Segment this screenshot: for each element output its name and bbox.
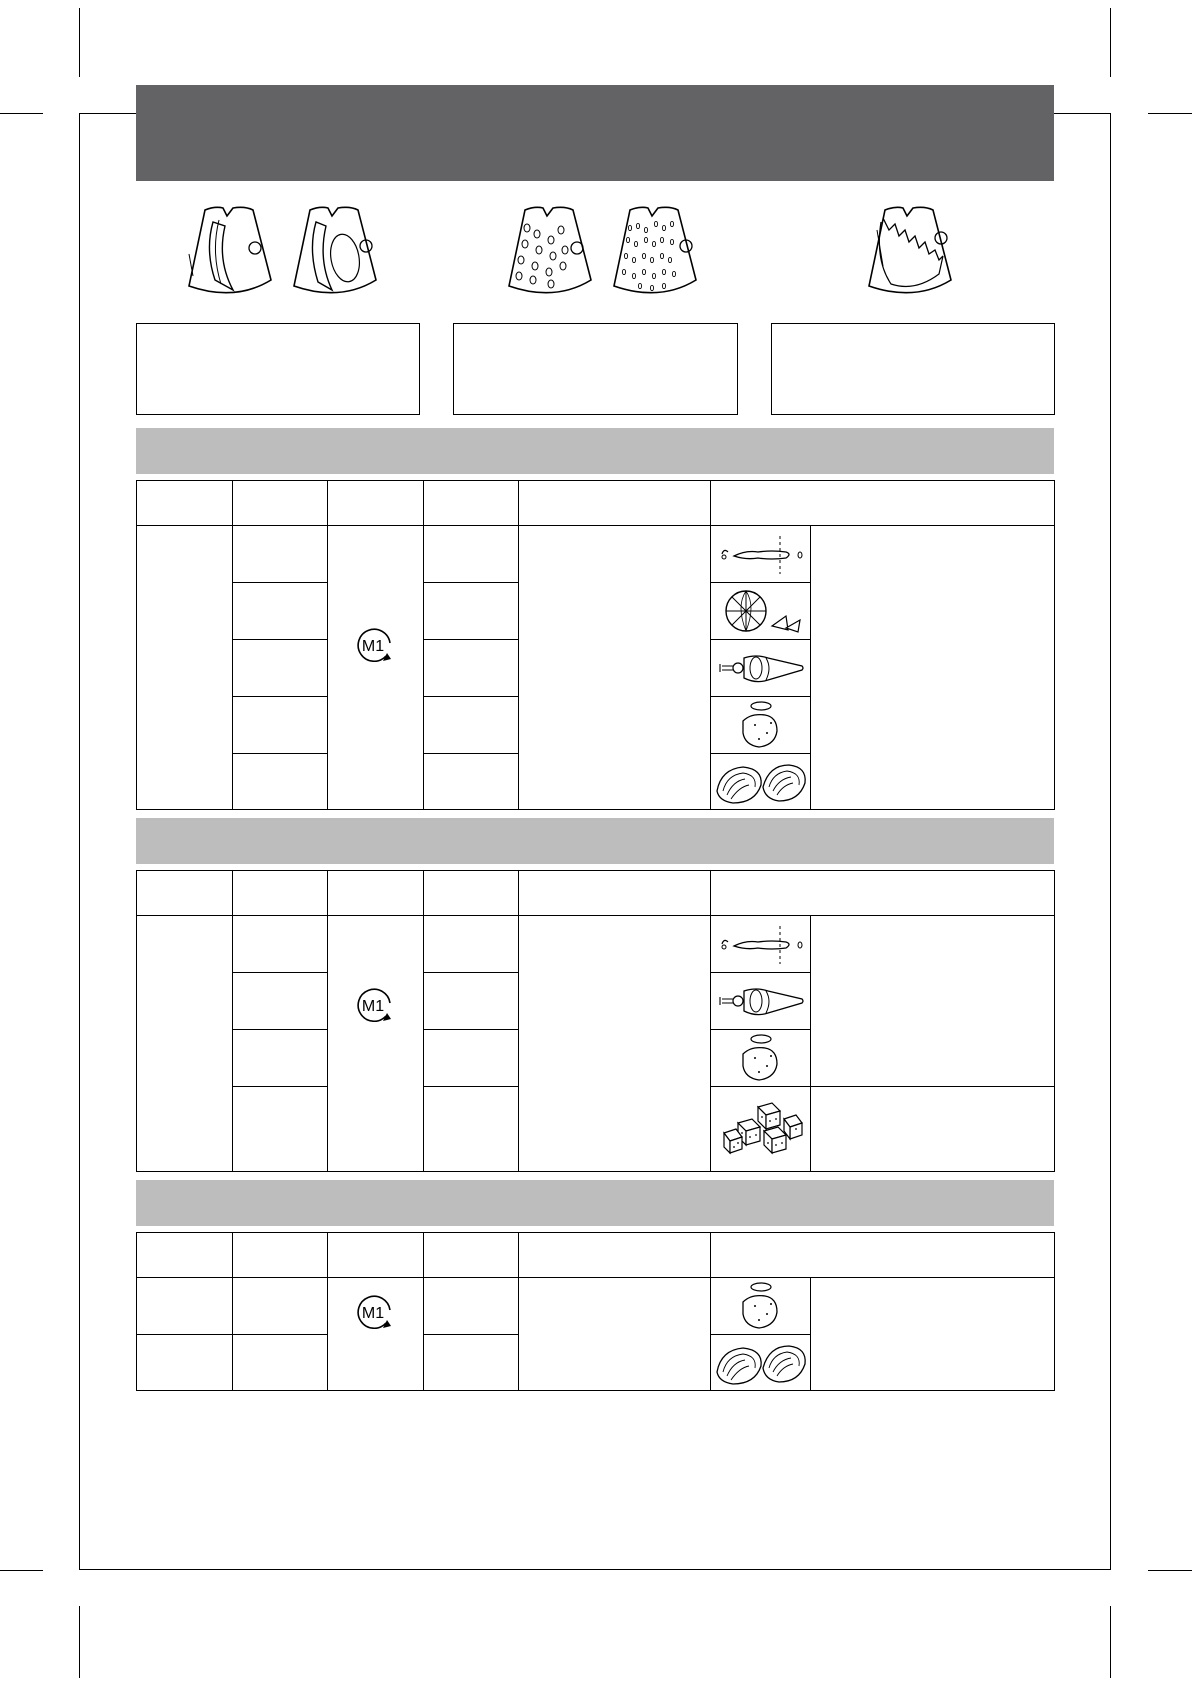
food-icon-cell bbox=[710, 972, 811, 1030]
fine-grater-disc-icon bbox=[600, 200, 710, 300]
instructions-cell bbox=[518, 915, 711, 1172]
table-cell bbox=[423, 582, 519, 640]
food-icon-cell bbox=[710, 696, 811, 754]
wavy-slicer-disc-icon bbox=[855, 200, 965, 300]
table-cell bbox=[423, 525, 519, 583]
crop-mark bbox=[1110, 8, 1111, 77]
disc-label-box-slicing bbox=[136, 323, 420, 415]
table-header-cell bbox=[232, 480, 328, 526]
section-band-1 bbox=[136, 428, 1054, 474]
m1-speed-label: M1 bbox=[361, 998, 385, 1015]
table-cell bbox=[232, 972, 328, 1030]
table-header-cell bbox=[518, 870, 711, 916]
table-cell bbox=[423, 753, 519, 810]
cabbage-icon bbox=[713, 1338, 809, 1388]
table-header-cell bbox=[518, 1232, 711, 1278]
table-cell bbox=[423, 1277, 519, 1335]
table-cell bbox=[232, 1086, 328, 1172]
coarse-grater-disc-icon bbox=[495, 200, 605, 300]
speed-cell bbox=[327, 525, 424, 810]
m1-speed-icon bbox=[353, 985, 399, 1025]
food-icon-cell bbox=[710, 525, 811, 583]
m1-speed-label: M1 bbox=[361, 638, 385, 655]
table-cell bbox=[232, 753, 328, 810]
food-icon-cell bbox=[710, 1086, 811, 1172]
table-cell bbox=[423, 1334, 519, 1391]
table-cell bbox=[423, 915, 519, 973]
potato-icon bbox=[731, 1032, 791, 1084]
notes-cell bbox=[810, 915, 1055, 1087]
table-header-cell bbox=[232, 1232, 328, 1278]
food-icon-cell bbox=[710, 639, 811, 697]
onion-icon bbox=[716, 586, 806, 636]
section-band-2 bbox=[136, 818, 1054, 864]
table-cell bbox=[423, 1029, 519, 1087]
table-header-cell bbox=[327, 870, 424, 916]
food-type-cell bbox=[136, 915, 233, 1172]
table-cell bbox=[232, 639, 328, 697]
table-header-cell bbox=[232, 870, 328, 916]
cucumber-icon bbox=[716, 530, 806, 578]
table-header-cell bbox=[710, 480, 1055, 526]
slicer-disc-thick-icon bbox=[280, 200, 390, 300]
food-icon-cell bbox=[710, 1029, 811, 1087]
speed-cell bbox=[327, 915, 424, 1172]
disc-label-box-grating bbox=[453, 323, 738, 415]
carrot-icon bbox=[716, 644, 806, 692]
table-cell bbox=[232, 582, 328, 640]
food-type-cell bbox=[136, 525, 233, 810]
table-cell bbox=[232, 1029, 328, 1087]
food-icon-cell bbox=[710, 582, 811, 640]
slicer-disc-thin-icon bbox=[175, 200, 285, 300]
crop-mark bbox=[1110, 1606, 1111, 1678]
table-cell bbox=[423, 1086, 519, 1172]
table-cell bbox=[232, 1334, 328, 1391]
crop-mark bbox=[79, 8, 80, 77]
table-header-cell bbox=[327, 480, 424, 526]
m1-speed-label: M1 bbox=[361, 1305, 385, 1322]
table-cell bbox=[232, 1277, 328, 1335]
notes-cell bbox=[810, 525, 1055, 810]
food-icon-cell bbox=[710, 753, 811, 810]
notes-cell bbox=[810, 1277, 1055, 1391]
cucumber-icon bbox=[716, 920, 806, 968]
instructions-cell bbox=[518, 1277, 711, 1391]
notes-cell bbox=[810, 1086, 1055, 1172]
cabbage-icon bbox=[713, 757, 809, 807]
section-band-3 bbox=[136, 1180, 1054, 1226]
table-header-cell bbox=[327, 1232, 424, 1278]
m1-speed-icon bbox=[353, 1292, 399, 1332]
table-header-cell bbox=[423, 1232, 519, 1278]
carrot-icon bbox=[716, 977, 806, 1025]
potato-icon bbox=[731, 699, 791, 751]
crop-mark bbox=[1148, 113, 1192, 114]
crop-mark bbox=[1148, 1570, 1192, 1571]
food-icon-cell bbox=[710, 1334, 811, 1391]
table-header-cell bbox=[136, 870, 233, 916]
table-cell bbox=[423, 696, 519, 754]
disc-label-box-wavy bbox=[771, 323, 1055, 415]
crop-mark bbox=[0, 113, 43, 114]
table-cell bbox=[232, 696, 328, 754]
table-cell bbox=[136, 1277, 233, 1335]
potato-icon bbox=[731, 1280, 791, 1332]
crop-mark bbox=[0, 1570, 43, 1571]
table-cell bbox=[232, 525, 328, 583]
table-header-cell bbox=[710, 1232, 1055, 1278]
table-header-cell bbox=[423, 870, 519, 916]
table-cell bbox=[232, 915, 328, 973]
table-header-cell bbox=[423, 480, 519, 526]
header-band bbox=[136, 85, 1054, 181]
table-header-cell bbox=[518, 480, 711, 526]
table-cell bbox=[423, 972, 519, 1030]
table-cell bbox=[423, 639, 519, 697]
instructions-cell bbox=[518, 525, 711, 810]
table-header-cell bbox=[136, 1232, 233, 1278]
cheese-cubes-icon bbox=[718, 1097, 804, 1161]
table-header-cell bbox=[136, 480, 233, 526]
food-icon-cell bbox=[710, 915, 811, 973]
crop-mark bbox=[79, 1606, 80, 1678]
table-header-cell bbox=[710, 870, 1055, 916]
table-cell bbox=[136, 1334, 233, 1391]
m1-speed-icon bbox=[353, 625, 399, 665]
food-icon-cell bbox=[710, 1277, 811, 1335]
